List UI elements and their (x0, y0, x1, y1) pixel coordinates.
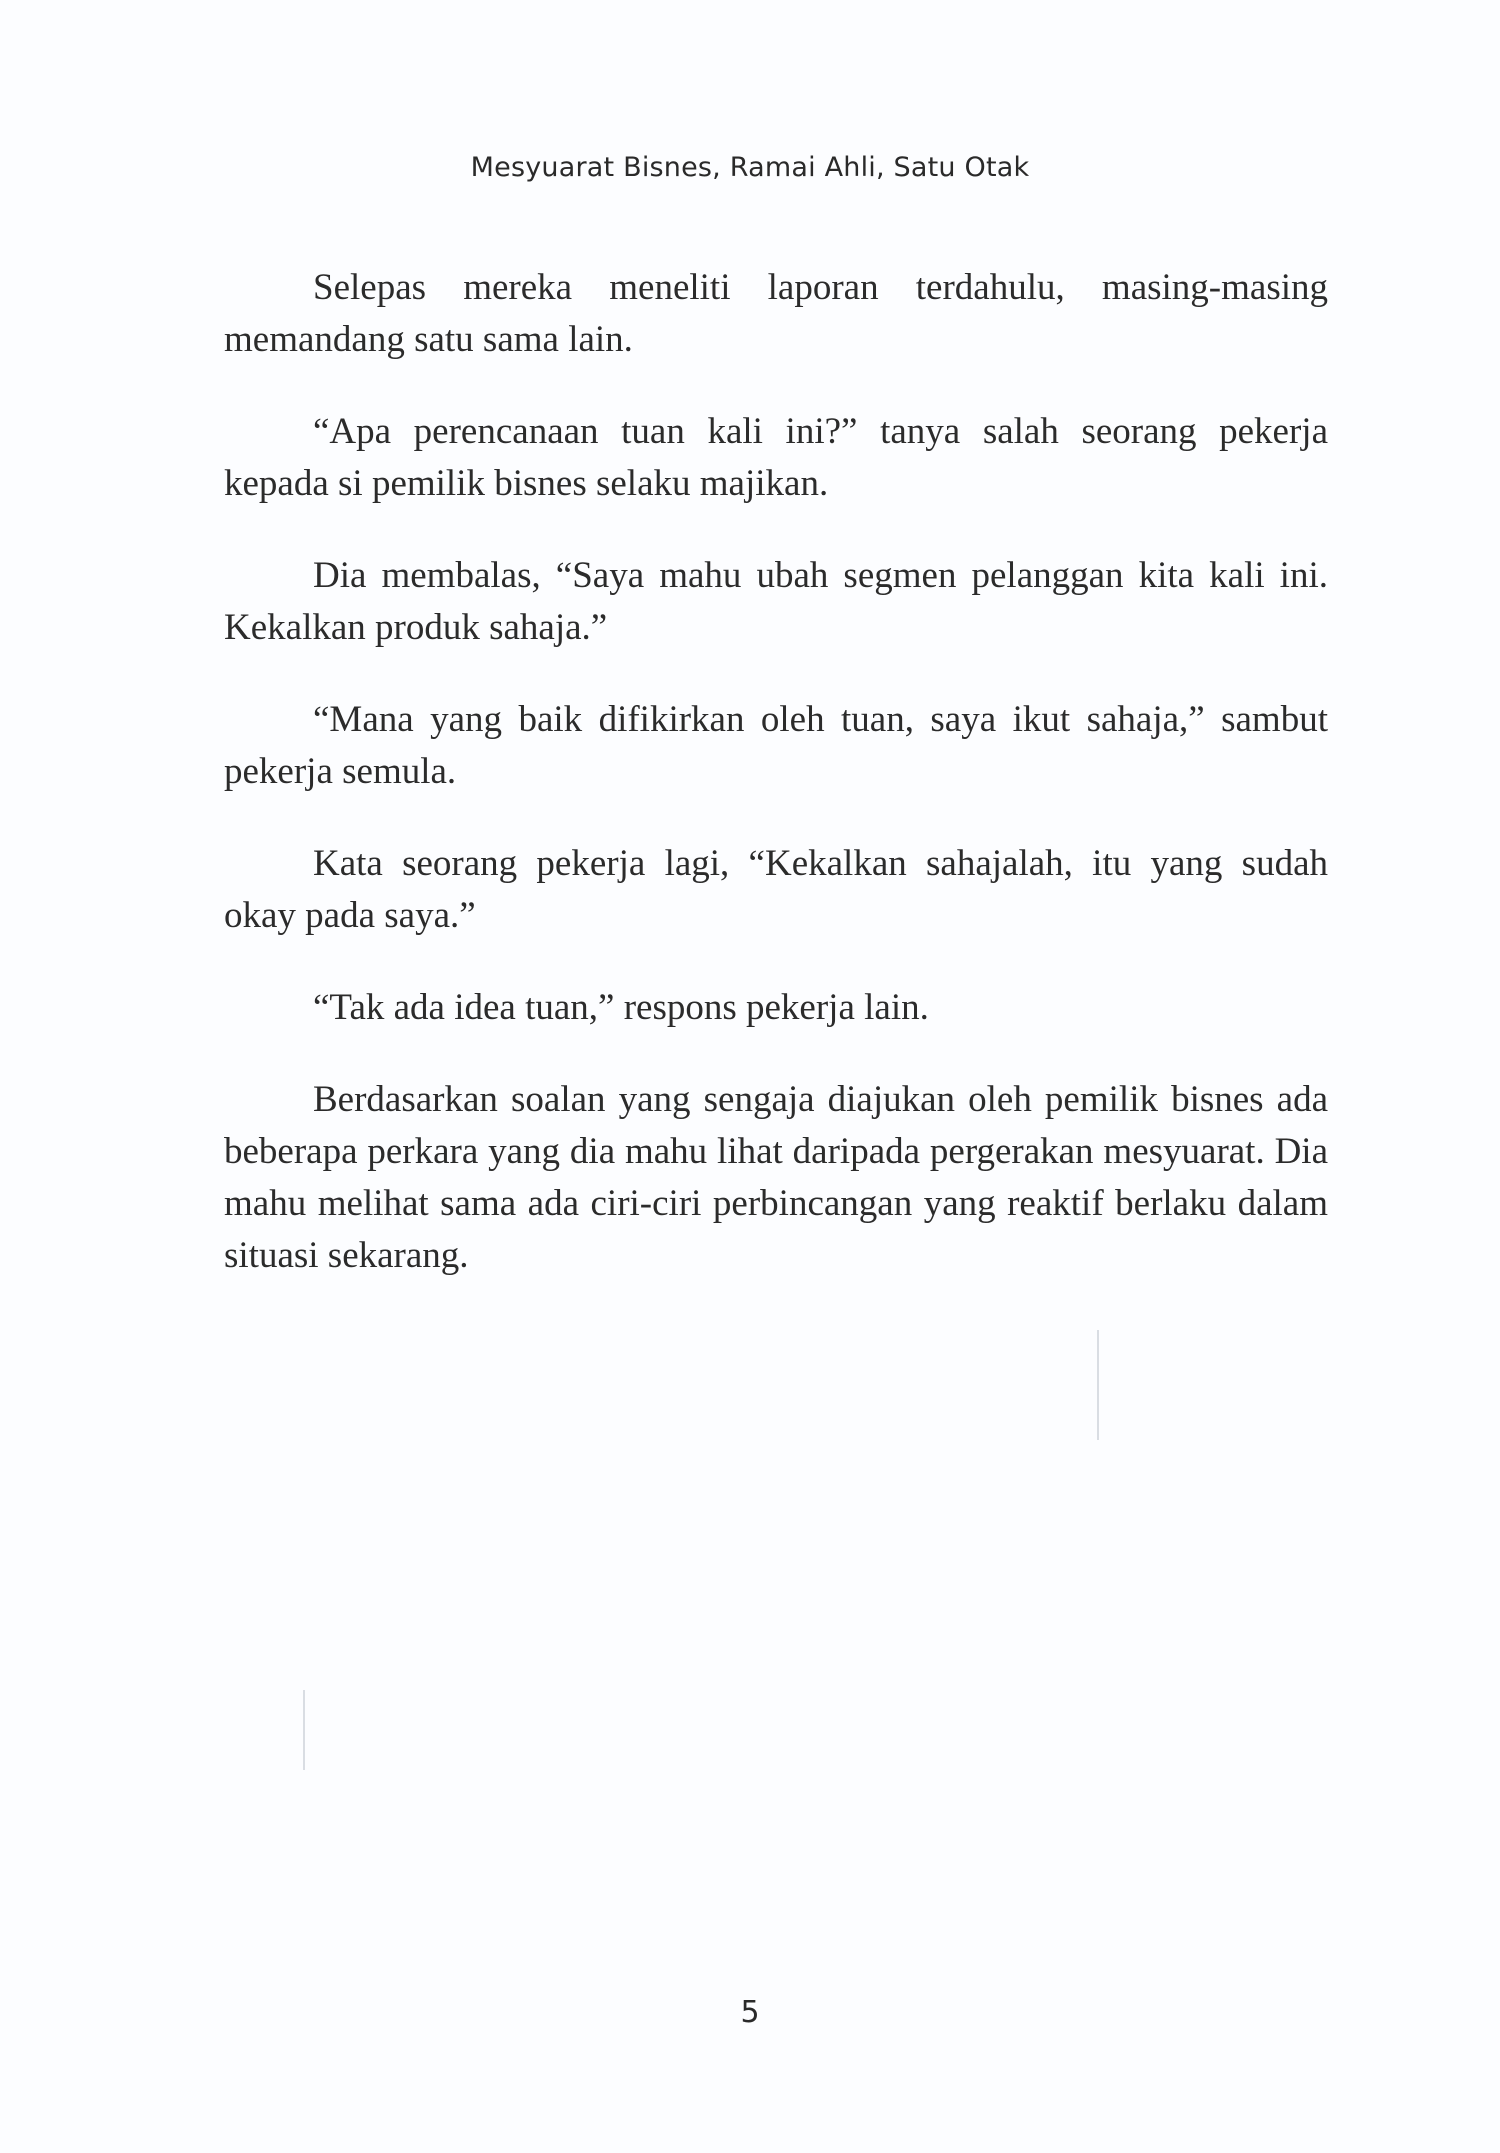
paragraph: “Tak ada idea tuan,” respons pekerja lain. (313, 987, 929, 1028)
scan-artifact-line (303, 1690, 305, 1770)
paragraph: Kata seorang pekerja lagi, “Kekalkan sahajalah, itu yang sudah okay pada saya.” (224, 843, 1328, 936)
page-number: 5 (740, 1995, 760, 2030)
scan-artifact-line (1097, 1330, 1099, 1440)
paragraph: “Apa perencanaan tuan kali ini?” tanya salah seorang pekerja kepada si pemilik bisnes selaku majikan. (224, 411, 1328, 504)
paragraph: Berdasarkan soalan yang sengaja diajukan oleh pemilik bisnes ada beberapa perkara yang dia mahu lihat daripada pergerakan mesyuarat. Dia mahu melihat sama ada ciri-ciri perbincangan yang reaktif berlaku dalam situasi sekarang. (224, 1079, 1328, 1276)
body-text (224, 262, 1328, 1322)
paragraph: “Mana yang baik difikirkan oleh tuan, saya ikut sahaja,” sambut pekerja semula. (224, 699, 1328, 792)
running-header: Mesyuarat Bisnes, Ramai Ahli, Satu Otak (470, 152, 1030, 183)
paragraph: Dia membalas, “Saya mahu ubah segmen pelanggan kita kali ini. Kekalkan produk sahaja.” (224, 555, 1328, 648)
paragraph: Selepas mereka meneliti laporan terdahulu, masing-masing memandang satu sama lain. (224, 267, 1328, 360)
